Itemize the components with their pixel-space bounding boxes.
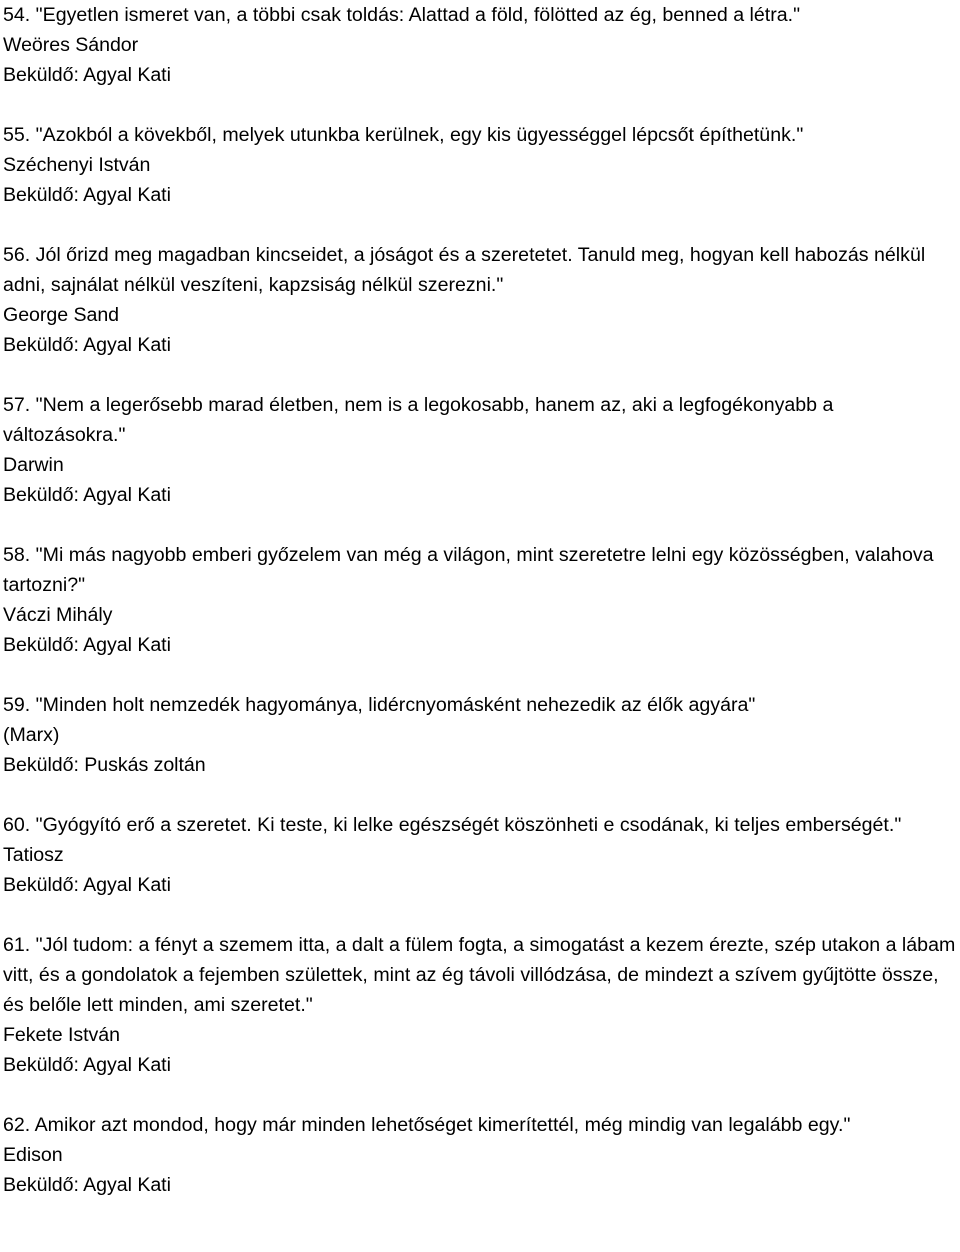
quote-entry-59 — [3, 690, 960, 780]
quote-entry-56 — [3, 240, 960, 360]
quote-text: 56. Jól őrizd meg magadban kincseidet, a jóságot és a szeretetet. Tanuld meg, hogyan kell habozás nélkül adni, sajnálat nélkül veszíteni, kapzsiság nélkül szerezni." — [3, 244, 926, 296]
quote-author: Váczi Mihály — [3, 604, 113, 626]
quote-entry-57 — [3, 390, 960, 510]
quote-author: Tatiosz — [3, 844, 64, 866]
quote-author: Darwin — [3, 454, 64, 476]
quote-sender: Beküldő: Agyal Kati — [3, 1054, 171, 1076]
quote-sender: Beküldő: Agyal Kati — [3, 1174, 171, 1196]
quote-entry-55 — [3, 120, 960, 210]
quote-author: Weöres Sándor — [3, 34, 139, 56]
quote-author: George Sand — [3, 304, 120, 326]
quote-text: 55. "Azokból a kövekből, melyek utunkba kerülnek, egy kis ügyességgel lépcsőt építhetünk." — [3, 124, 804, 146]
quote-author: Fekete István — [3, 1024, 120, 1046]
quote-sender: Beküldő: Agyal Kati — [3, 184, 171, 206]
quote-text: 60. "Gyógyító erő a szeretet. Ki teste, ki lelke egészségét köszönheti e csodának, ki teljes emberségét." — [3, 814, 902, 836]
quote-author: Edison — [3, 1144, 63, 1166]
quote-entry-62 — [3, 1110, 960, 1200]
quote-text: 59. "Minden holt nemzedék hagyománya, lidércnyomásként nehezedik az élők agyára" — [3, 694, 756, 716]
quote-text: 58. "Mi más nagyobb emberi győzelem van még a világon, mint szeretetre lelni egy közösségben, valahova tartozni?" — [3, 544, 934, 596]
quote-entry-60 — [3, 810, 960, 900]
quote-sender: Beküldő: Agyal Kati — [3, 334, 171, 356]
quote-sender: Beküldő: Agyal Kati — [3, 484, 171, 506]
quote-text: 57. "Nem a legerősebb marad életben, nem is a legokosabb, hanem az, aki a legfogékonyabb a változásokra." — [3, 394, 834, 446]
quote-author: (Marx) — [3, 724, 60, 746]
quote-sender: Beküldő: Agyal Kati — [3, 874, 171, 896]
quote-entry-61 — [3, 930, 960, 1080]
quote-sender: Beküldő: Puskás zoltán — [3, 754, 206, 776]
quote-text: 61. "Jól tudom: a fényt a szemem itta, a dalt a fülem fogta, a simogatást a kezem érezte, szép utakon a lábam vitt, és a gondolatok a fejemben születtek, mint az ég távoli villódzása, de mindezt a szívem gyűjtötte össze, és belőle lett minden, ami szeretet." — [3, 934, 956, 1016]
document-body — [3, 0, 960, 1230]
quote-author: Széchenyi István — [3, 154, 151, 176]
quote-sender: Beküldő: Agyal Kati — [3, 634, 171, 656]
quote-sender: Beküldő: Agyal Kati — [3, 64, 171, 86]
quote-entry-54 — [3, 0, 960, 90]
quote-text: 62. Amikor azt mondod, hogy már minden lehetőséget kimerítettél, még mindig van legalább egy." — [3, 1114, 851, 1136]
quote-text: 54. "Egyetlen ismeret van, a többi csak toldás: Alattad a föld, fölötted az ég, benned a létra." — [3, 4, 801, 26]
quote-entry-58 — [3, 540, 960, 660]
